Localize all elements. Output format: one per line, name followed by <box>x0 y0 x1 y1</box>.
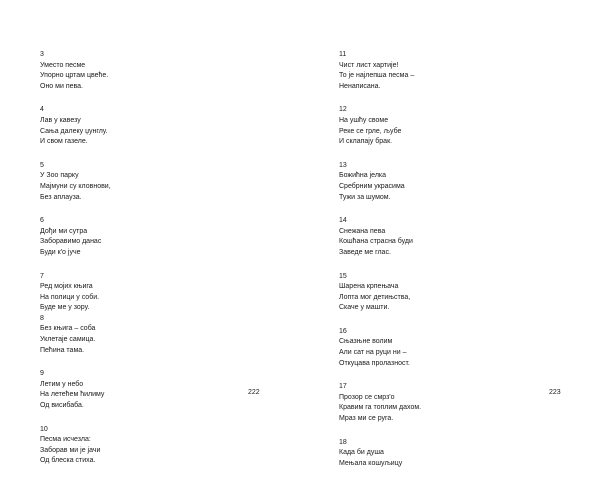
poem-line: Мраз ми се руга. <box>339 415 394 423</box>
poem-line: Буде ме у зору. <box>40 304 90 312</box>
poem-number: 12 <box>339 106 347 114</box>
poem-number: 9 <box>40 370 44 378</box>
poem <box>339 438 479 470</box>
poem-line: Када би душа <box>339 449 384 457</box>
poem-line: Буди к'о јуче <box>40 248 81 256</box>
poem-line: Скаче у машти. <box>339 304 390 312</box>
poem-line: Откуцава пролазност. <box>339 359 410 367</box>
right-page <box>300 0 600 467</box>
poem-line: Тужи за шумом. <box>339 193 391 201</box>
poem-line: Кошћана страсна буди <box>339 238 413 246</box>
poem <box>339 161 479 203</box>
left-page-poems <box>40 50 180 480</box>
poem-number: 14 <box>339 217 347 225</box>
poem <box>339 272 479 314</box>
page-number: 223 <box>549 389 561 396</box>
poem-number: 13 <box>339 161 347 169</box>
poem-number: 3 <box>40 51 44 58</box>
poem-line: Пећина тама. <box>40 346 85 354</box>
poem-line: На ушћу своме <box>339 116 389 124</box>
poem-line: У Зоо парку <box>40 172 79 180</box>
poem <box>40 425 180 467</box>
poem-line: Заборав ми је јачи <box>40 446 101 454</box>
poem <box>40 369 180 411</box>
poem-number: 15 <box>339 272 347 280</box>
poem-line: Сњазњне волим <box>339 338 393 346</box>
poem-number: 11 <box>339 51 347 58</box>
poem <box>40 105 180 147</box>
poem <box>339 216 479 258</box>
poem-line: И свом газеле. <box>40 138 88 146</box>
left-page <box>0 0 300 465</box>
poem-line: Ненаписана. <box>339 82 381 90</box>
poem-line: Ред мојих књига <box>40 283 93 291</box>
poem-line: Мајмуни су кловнови, <box>40 182 111 190</box>
poem-line: Мењала кошуљицу <box>339 459 403 467</box>
poem <box>339 105 479 147</box>
poem <box>40 272 180 314</box>
poem-line: Од блеска стиха. <box>40 457 96 465</box>
poem <box>40 314 180 356</box>
poem-number: 10 <box>40 425 48 433</box>
poem-line: Песма исчезла: <box>40 436 91 444</box>
poem-line: Шарена крпењача <box>339 283 399 291</box>
poem-line: Сања далеку џунглу. <box>40 127 108 135</box>
poem-line: Без аплауза. <box>40 193 82 201</box>
poem-line: Лав у кавезу <box>40 116 81 124</box>
poem-number: 4 <box>40 106 44 114</box>
poem-line: Дођи ми сутра <box>40 227 88 235</box>
poem <box>40 161 180 203</box>
poem-number: 7 <box>40 272 44 280</box>
poem <box>40 216 180 258</box>
poem-number: 5 <box>40 161 44 169</box>
poem-line: Божићна јелка <box>339 172 387 180</box>
poem-line: Прозор се смрз'о <box>339 393 395 401</box>
poem <box>40 50 180 92</box>
poem-line: Лопта мог детињства, <box>339 293 411 301</box>
poem-line: Заборавимо данас <box>40 238 102 246</box>
poem-line: Али сат на руци ни – <box>339 349 407 357</box>
poem-line: Кравим га топлим дахом. <box>339 404 422 412</box>
poem-line: Чист лист хартије! <box>339 61 399 69</box>
poem-line: И склапају брак. <box>339 138 393 146</box>
page-number: 222 <box>248 389 260 396</box>
right-page-poems <box>339 50 479 482</box>
poem-number: 17 <box>339 383 347 391</box>
poem-line: Оно ми пева. <box>40 82 83 90</box>
poem-line: То је најлепша песма – <box>339 72 415 80</box>
poem <box>339 327 479 369</box>
poem-line: Заведе ме глас. <box>339 248 391 256</box>
poem-line: На полици у соби. <box>40 293 100 301</box>
poem-line: Уместо песме <box>40 61 86 69</box>
poem <box>339 382 479 424</box>
poem-number: 16 <box>339 327 347 335</box>
poem-line: Уклетаје самица. <box>40 336 96 344</box>
poem <box>339 50 479 92</box>
poem-line: Од висибаба. <box>40 402 84 410</box>
poem-line: Упорно цртам цвеће. <box>40 72 109 80</box>
poem-line: Летим у небо <box>40 380 84 388</box>
poem-line: На летећем ћилиму <box>40 391 105 399</box>
poem-number: 18 <box>339 438 347 446</box>
poem-line: Снежана пева <box>339 227 386 235</box>
poem-line: Реке се грле, љубе <box>339 127 402 135</box>
poem-number: 8 <box>40 314 44 322</box>
poem-line: Без књига – соба <box>40 325 96 333</box>
poem-line: Сребрним украсима <box>339 182 405 190</box>
poem-number: 6 <box>40 217 44 225</box>
